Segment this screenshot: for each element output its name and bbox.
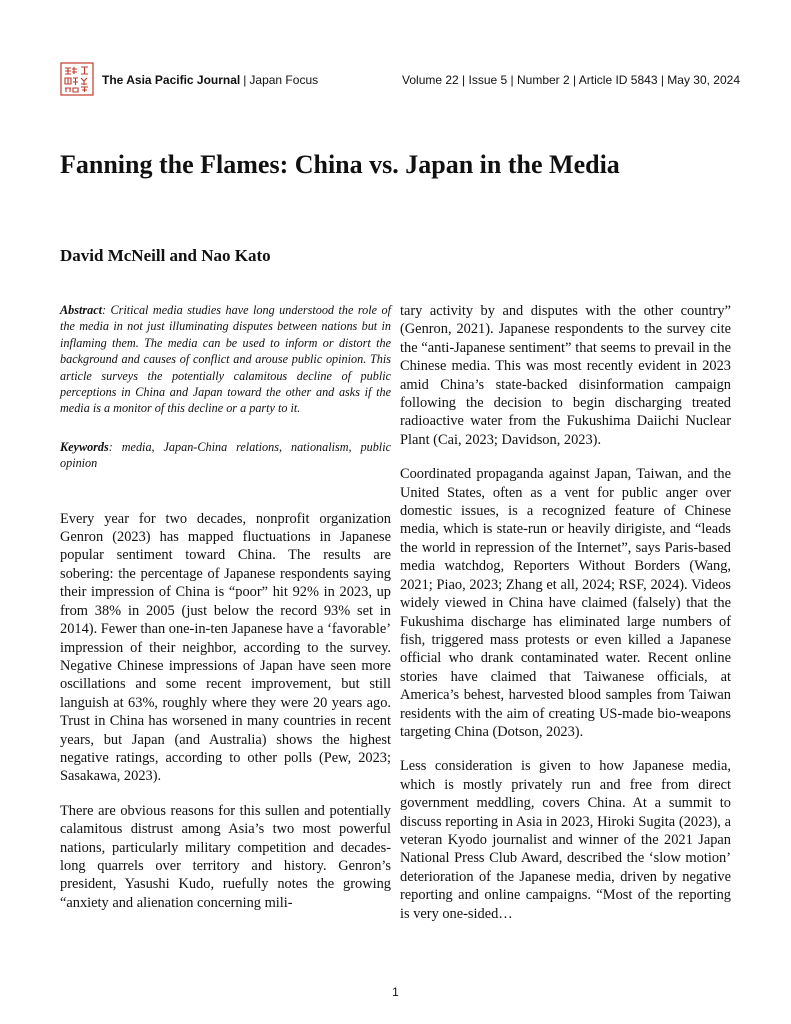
abstract-label: Abstract	[60, 303, 102, 317]
journal-separator: |	[243, 73, 247, 87]
right-column	[400, 302, 731, 939]
journal-name-line	[102, 73, 318, 87]
keywords-label: Keywords	[60, 439, 109, 454]
body-paragraph: Coordinated propaganda against Japan, Taiwan, and the United States, often as a vent for public anger over domestic issues, is a recognized feature of Chinese media, which is state-run or heavily dirigiste, and “leads the world in repression of the Internet”, says Paris-based media watchdog, Reporters Without Borders (Wang, 2021; Piao, 2023; Zhang et all, 2024; RSF, 2024). Videos widely viewed in China have claimed (falsely) that the Fukushima discharge has eliminated large numbers of fish, triggered mass protests or even killed a Japanese official who drank contaminated water. Recent online stories have claimed that Taiwanese officials, at America’s behest, harvested blood samples from Taiwan residents with the aim of creating US-made bio-weapons targeting China (Dotson, 2023).	[400, 466, 731, 740]
keywords	[60, 439, 391, 472]
article-authors: David McNeill and Nao Kato	[60, 246, 271, 265]
body-paragraph: Every year for two decades, nonprofit organization Genron (2023) has mapped fluctuations in Japanese popular sentiment toward China. The results are sobering: the percentage of Japanese respondents saying their impression of China is “poor” hit 92% in 2023, up from 38% in 2005 (just below the record 93% set in 2014). Fewer than one-in-ten Japanese have a ‘favorable’ impression of their neighbor, according to the survey. Negative Chinese impressions of Japan have seen more oscillations and some recent improvement, but still languish at 63%, roughly where they were 20 years ago. Trust in China has worsened in many countries in recent years, but Japan (and Australia) shows the highest negative ratings, according to other polls (Pew, 2023; Sasakawa, 2023).	[60, 510, 391, 785]
body-paragraph: Less consideration is given to how Japanese media, which is mostly privately run and free from direct government meddling, covers China. At a summit to discuss reporting in Asia in 2023, Hiroki Sugita (2023), a veteran Kyodo journalist and winner of the 2021 Japan National Press Club Award, described the ‘slow motion’ deterioration of the Japanese media, driven by negative reporting and online campaigns. “Most of the reporting is very one-sided…	[400, 758, 731, 922]
keywords-text: : media, Japan-China relations, nationalism, public opinion	[60, 439, 391, 471]
article-title: Fanning the Flames: China vs. Japan in the Media	[60, 150, 620, 179]
body-paragraph: tary activity by and disputes with the other country” (Genron, 2021). Japanese respondents to the survey cite the “anti-Japanese sentiment” that seems to prevail in the Chinese media. This was most recently evident in 2023 amid China’s state-backed disinformation campaign following the decision to begin discharging treated radioactive water from the Fukushima Daiichi Nuclear Plant (Cai, 2023; Davidson, 2023).	[400, 303, 731, 448]
body-paragraph: There are obvious reasons for this sullen and potentially calamitous distrust among Asia’s two most powerful nations, particularly military competition and decades-long quarrels over territory and history. Genron’s president, Yasushi Kudo, ruefully notes the growing “anxiety and alienation concerning mili-	[60, 802, 391, 911]
journal-name: The Asia Pacific Journal	[102, 73, 241, 87]
volume-info: Volume 22 | Issue 5 | Number 2 | Article ID 5843 | May 30, 2024	[402, 73, 740, 87]
page-number: 1	[392, 985, 399, 999]
abstract-text: : Critical media studies have long understood the role of the media in not just illuminating disputes between nations but in inflaming them. The media can be used to inform or distort the background and causes of conflict and arouse public opinion. This article surveys the potentially calamitous decline of public perceptions in China and Japan toward the other and asks if the media is a monitor of this decline or a party to it.	[60, 303, 391, 416]
left-column	[60, 302, 391, 928]
abstract	[60, 302, 391, 417]
journal-header	[60, 62, 740, 98]
journal-seal-icon	[60, 62, 94, 96]
journal-subtitle: Japan Focus	[249, 73, 319, 87]
